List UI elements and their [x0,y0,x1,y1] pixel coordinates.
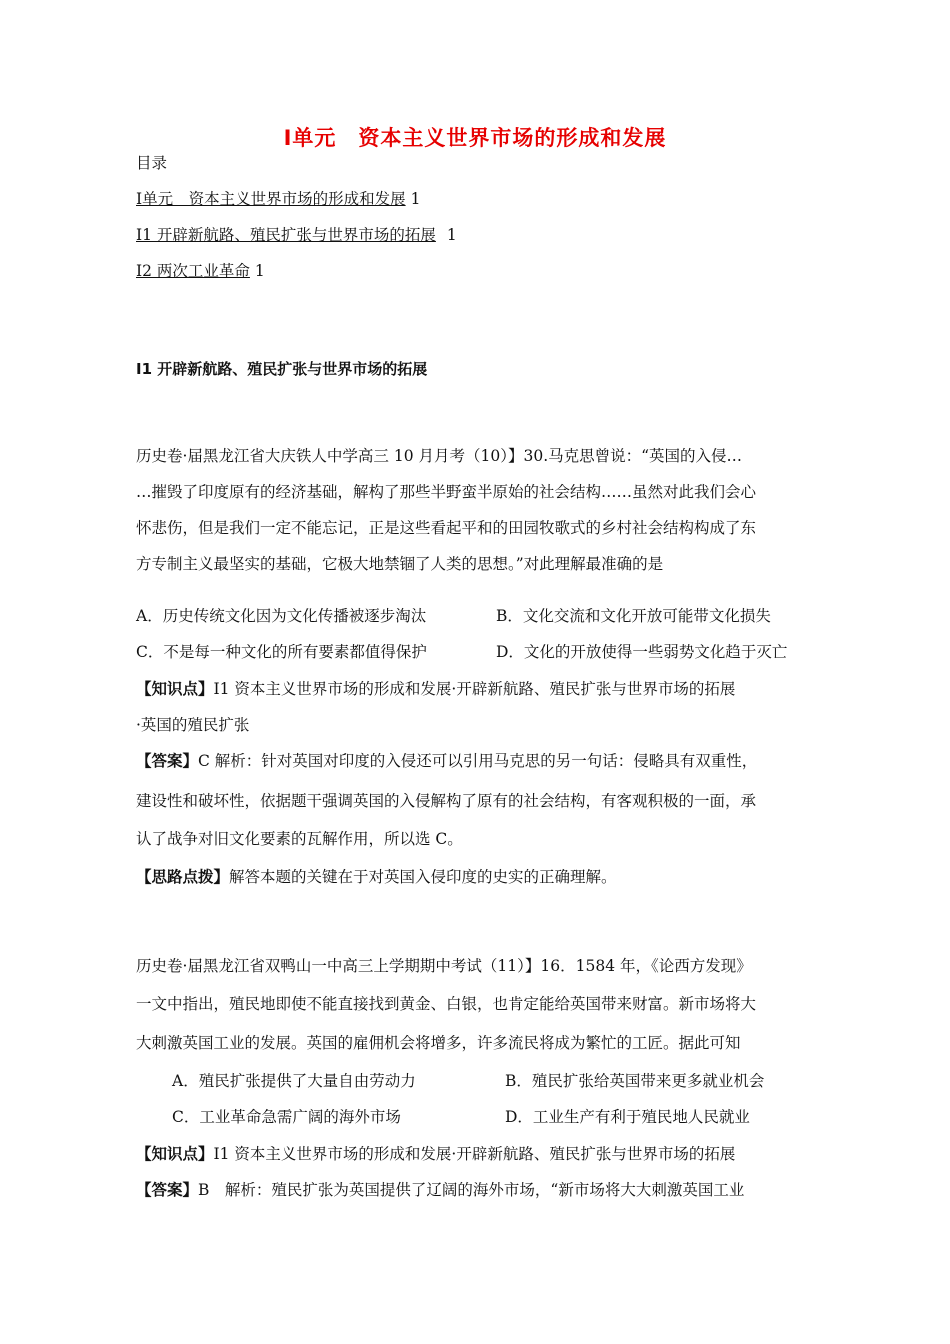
knowledge-tag: 【知识点】 [136,680,214,698]
toc-entry[interactable] [136,261,265,281]
toc-link[interactable]: I2 两次工业革命 [136,262,250,280]
answer-tag: 【答案】 [136,1181,199,1199]
question-stem-line: 大刺激英国工业的发展。英国的雇佣机会将增多，许多流民将成为繁忙的工匠。据此可知 [136,1034,741,1052]
option-a: A．历史传统文化因为文化传播被逐步淘汰 [136,607,427,625]
knowledge-text: ·英国的殖民扩张 [136,716,250,734]
option-c: C．工业革命急需广阔的海外市场 [172,1108,401,1126]
toc-link[interactable]: Ⅰ单元 资本主义世界市场的形成和发展 [136,190,406,208]
answer [136,751,757,771]
option-b: B．殖民扩张给英国带来更多就业机会 [505,1072,765,1090]
option-d: D．文化的开放使得一些弱势文化趋于灭亡 [496,643,788,661]
knowledge-text: I1 资本主义世界市场的形成和发展·开辟新航路、殖民扩张与世界市场的拓展 [213,680,736,698]
toc-page-number: 1 [254,262,265,280]
option-a: A．殖民扩张提供了大量自由劳动力 [172,1072,416,1090]
answer [136,1180,744,1200]
hint-tag: 【思路点拨】 [136,868,230,886]
answer-text: 认了战争对旧文化要素的瓦解作用，所以选 C。 [136,830,463,848]
toc-entry[interactable] [136,225,457,245]
question-stem-line: 方专制主义最坚实的基础，它极大地禁锢了人类的思想。”对此理解最准确的是 [136,555,664,573]
page-title: Ⅰ单元 资本主义世界市场的形成和发展 [283,126,667,150]
answer-tag: 【答案】 [136,752,199,770]
question-stem-line: 一文中指出，殖民地即使不能直接找到黄金、白银，也肯定能给英国带来财富。新市场将大 [136,995,757,1013]
option-c: C．不是每一种文化的所有要素都值得保护 [136,643,427,661]
question-stem-line: 历史卷·届黑龙江省大庆铁人中学高三 10 月月考（10）】30.马克思曾说：“英国的入侵… [136,447,743,465]
answer-text: 建设性和破坏性，依据题干强调英国的入侵解构了原有的社会结构，有客观积极的一面，承 [136,792,757,810]
hint-text: 解答本题的关键在于对英国入侵印度的史实的正确理解。 [229,868,617,886]
hint [136,867,617,887]
knowledge-point [136,1144,735,1164]
question-stem-line: 怀悲伤，但是我们一定不能忘记，正是这些看起平和的田园牧歌式的乡村社会结构构成了东 [136,519,757,537]
toc-page-number: 1 [410,190,421,208]
option-b: B．文化交流和文化开放可能带文化损失 [496,607,771,625]
toc-page-number: 1 [446,226,457,244]
section-heading: I1 开辟新航路、殖民扩张与世界市场的拓展 [136,360,428,378]
question-stem-line: …摧毁了印度原有的经济基础，解构了那些半野蛮半原始的社会结构……虽然对此我们会心 [136,483,757,501]
option-d: D．工业生产有利于殖民地人民就业 [505,1108,750,1126]
toc-link[interactable]: I1 开辟新航路、殖民扩张与世界市场的拓展 [136,226,436,244]
answer-text: C 解析：针对英国对印度的入侵还可以引用马克思的另一句话：侵略具有双重性， [198,752,758,770]
knowledge-tag: 【知识点】 [136,1145,214,1163]
toc-heading: 目录 [136,154,168,172]
knowledge-point [136,679,735,699]
answer-text: B 解析：殖民扩张为英国提供了辽阔的海外市场，“新市场将大大刺激英国工业 [198,1181,745,1199]
toc-entry[interactable] [136,189,420,209]
question-stem-line: 历史卷·届黑龙江省双鸭山一中高三上学期期中考试（11）】16．1584 年，《论西方发现》 [136,957,752,975]
knowledge-text: I1 资本主义世界市场的形成和发展·开辟新航路、殖民扩张与世界市场的拓展 [213,1145,736,1163]
